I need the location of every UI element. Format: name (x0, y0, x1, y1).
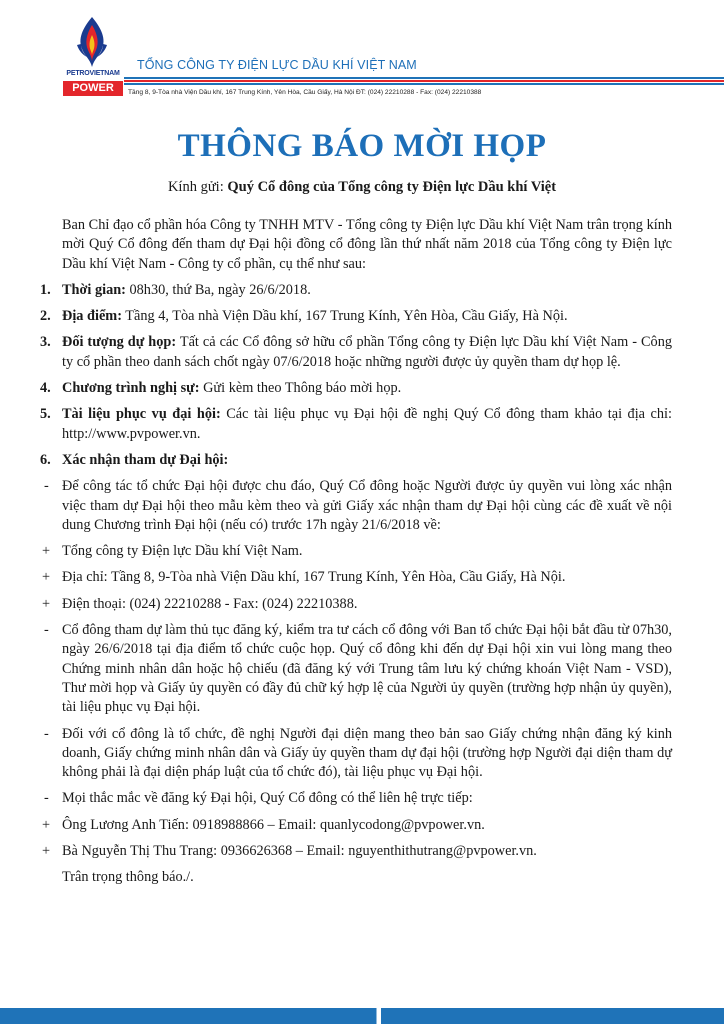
item-label: Thời gian: (62, 281, 126, 298)
detail-item (40, 842, 672, 861)
item-documents (40, 405, 672, 444)
item-marker: 3. (40, 334, 51, 351)
item-marker: 2. (40, 308, 51, 325)
plus-marker: + (42, 816, 51, 833)
item-text: Gửi kèm theo Thông báo mời họp. (199, 380, 402, 397)
plus-marker: + (42, 843, 51, 860)
intro-paragraph: Ban Chỉ đạo cổ phần hóa Công ty TNHH MTV - Tổng công ty Điện lực Dầu khí Việt Nam trân trọng kính mời Quý Cổ đông đến tham dự Đại hội đồng cổ đông lần thứ nhất năm 2018 của Tổng công ty Điện lực Dầu khí Việt Nam - Công ty cổ phần, cụ thể như sau: (62, 217, 672, 272)
recipient-line (0, 179, 724, 196)
item-confirmation (40, 451, 672, 470)
pvpower-logo (63, 15, 123, 97)
detail-text: Điện thoại: (024) 22210288 - Fax: (024) 22210388. (62, 595, 358, 612)
detail-text: Mọi thắc mắc về đăng ký Đại hội, Quý Cổ đông có thể liên hệ trực tiếp: (62, 790, 473, 807)
recipient-prefix: Kính gửi: (167, 179, 228, 195)
letterhead (0, 0, 724, 104)
plus-marker: + (42, 569, 51, 586)
flame-icon (73, 15, 111, 70)
dash-marker: - (44, 725, 49, 742)
item-text: Các tài liệu phục vụ Đại hội đề nghị Quý Cổ đông tham khảo tại địa chỉ: http://www.pvpower.vn. (62, 406, 672, 442)
plus-marker: + (42, 543, 51, 560)
header-divider (124, 77, 724, 85)
item-label: Địa điểm: (62, 308, 122, 325)
detail-text: Địa chỉ: Tầng 8, 9-Tòa nhà Viện Dầu khí, 167 Trung Kính, Yên Hòa, Cầu Giấy, Hà Nội. (62, 569, 566, 586)
dash-marker: - (44, 790, 49, 807)
detail-text: Tổng công ty Điện lực Dầu khí Việt Nam. (62, 543, 303, 560)
detail-text: Bà Nguyễn Thị Thu Trang: 0936626368 – Email: nguyenthithutrang@pvpower.vn. (62, 843, 537, 860)
plus-marker: + (42, 595, 51, 612)
footer-blue-bar (0, 1005, 724, 1024)
item-agenda (40, 379, 672, 398)
detail-text: Để công tác tổ chức Đại hội được chu đáo, Quý Cổ đông hoặc Người được ủy quyền vui lòng xác nhận việc tham dự Đại hội theo mẫu kèm theo và gửi Giấy xác nhận tham dự Đại hội cùng các đề xuất về nội dung Chương trình Đại hội (nếu có) trước 17h ngày 21/6/2018 về: (62, 478, 672, 533)
item-attendees (40, 333, 672, 372)
item-marker: 1. (40, 281, 51, 298)
closing-line: Trân trọng thông báo./. (62, 869, 194, 886)
item-location (40, 307, 672, 326)
detail-item (40, 595, 672, 614)
item-label: Tài liệu phục vụ đại hội: (62, 406, 221, 423)
item-marker: 6. (40, 451, 51, 468)
detail-item (40, 477, 672, 535)
company-name: TỔNG CÔNG TY ĐIỆN LỰC DẦU KHÍ VIỆT NAM (137, 58, 417, 72)
item-label: Đối tượng dự họp: (62, 334, 177, 351)
company-address: Tầng 8, 9-Tòa nhà Viện Dầu khí, 167 Trung Kính, Yên Hòa, Cầu Giấy, Hà Nội ĐT: (024) 22210288 - Fax: (024) 22210388 (128, 89, 482, 96)
detail-item (40, 789, 672, 808)
detail-text: Ông Lương Anh Tiến: 0918988866 – Email: quanlycodong@pvpower.vn. (62, 816, 485, 833)
detail-item (40, 542, 672, 561)
dash-marker: - (44, 622, 49, 639)
detail-item (40, 816, 672, 835)
detail-item (40, 621, 672, 717)
detail-text: Đối với cổ đông là tổ chức, đề nghị Người đại diện mang theo bản sao Giấy chứng nhận đăng ký kinh doanh, Giấy chứng minh nhân dân và Giấy ủy quyền tham dự đại hội (trường hợp Người đại diện tham dự không phải là đại diện pháp luật của tổ chức đó), tài liệu phục vụ Đại hội. (62, 725, 672, 781)
document-title: THÔNG BÁO MỜI HỌP (177, 128, 547, 164)
item-text: Tầng 4, Tòa nhà Viện Dầu khí, 167 Trung Kính, Yên Hòa, Cầu Giấy, Hà Nội. (121, 308, 568, 325)
item-text: 08h30, thứ Ba, ngày 26/6/2018. (125, 281, 311, 298)
detail-item (40, 568, 672, 587)
recipient-name: Quý Cổ đông của Tổng công ty Điện lực Dầu khí Việt (227, 179, 557, 195)
logo-brand-text: PETROVIETNAM (66, 70, 120, 77)
detail-item (40, 725, 672, 783)
item-marker: 5. (40, 406, 51, 423)
item-label: Xác nhận tham dự Đại hội: (62, 451, 229, 468)
dash-marker: - (44, 478, 49, 495)
item-marker: 4. (40, 380, 51, 397)
item-time (40, 281, 672, 300)
document-body (40, 216, 672, 895)
detail-text: Cổ đông tham dự làm thủ tục đăng ký, kiểm tra tư cách cổ đông với Ban tổ chức Đại hội bắt đầu từ 07h30, ngày 26/6/2018 tại địa điểm tổ chức cuộc họp. Quý cổ đông khi đến dự Đại hội xin vui lòng mang theo Chứng minh nhân dân hoặc hộ chiếu (đã đăng ký với Trung tâm lưu ký chứng khoán Việt Nam - VSD), Thư mời họp và Giấy ủy quyền có đầy đủ chữ ký hợp lệ của Người ủy quyền (trường hợp nhận ủy quyền), tài liệu phục vụ Đại hội. (62, 622, 672, 716)
logo-power-text: POWER (63, 81, 123, 96)
item-text: Tất cả các Cổ đông sở hữu cổ phần Tổng công ty Điện lực Dầu khí Việt Nam - Công ty cổ phần theo danh sách chốt ngày 07/6/2018 hoặc những người được ủy quyền tham dự họp lệ. (62, 334, 672, 370)
item-label: Chương trình nghị sự: (62, 380, 200, 397)
